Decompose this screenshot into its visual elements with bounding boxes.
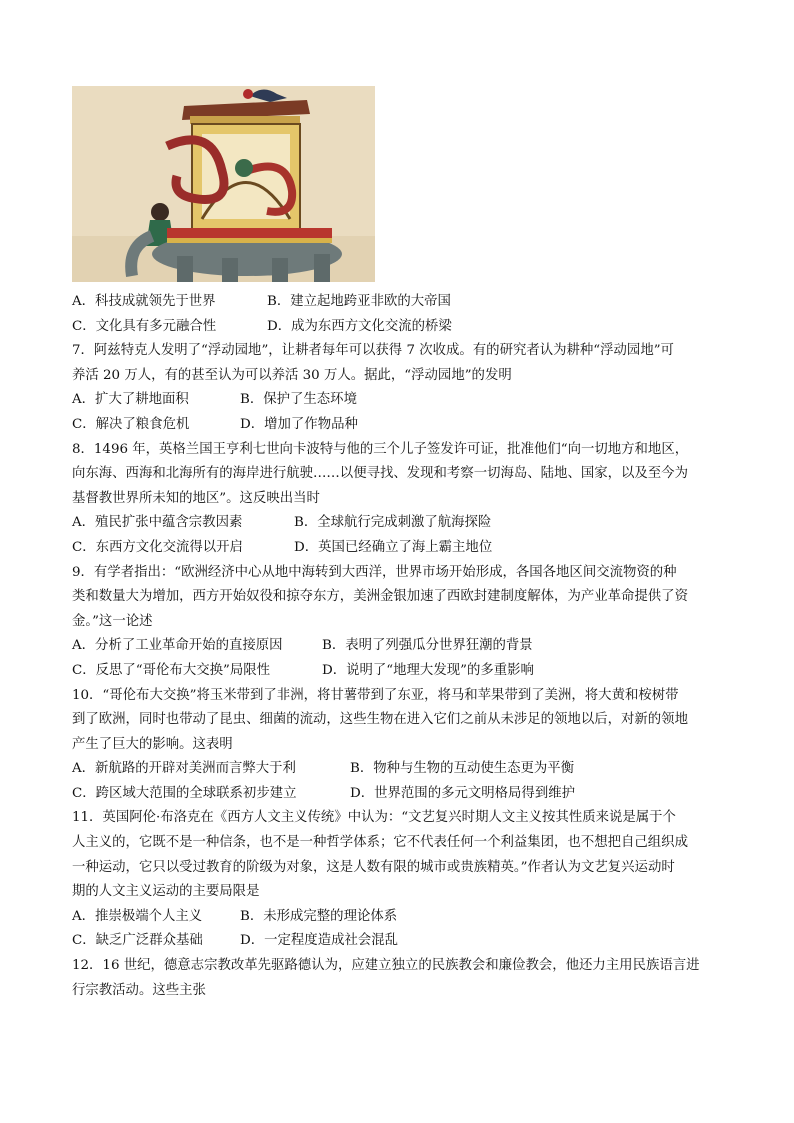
- q11-stem-line-2: 人主义的，它既不是一种信条，也不是一种哲学体系；它不代表任何一个利益集团，也不想把自己组织成: [72, 835, 688, 851]
- q9-stem-line-1: 9．有学者指出：“欧洲经济中心从地中海转到大西洋，世界市场开始形成，各国各地区间交流物资的种: [72, 564, 677, 580]
- q11-option-a: A．推崇极端个人主义: [72, 908, 203, 924]
- q12-stem-line-2: 行宗教活动。这些主张: [72, 982, 206, 998]
- q11-stem-line-4: 期的人文主义运动的主要局限是: [72, 884, 260, 900]
- q11-option-c: C．缺乏广泛群众基础: [72, 933, 203, 949]
- q7-options-row-2: [72, 413, 722, 438]
- q9-stem-line-2: 类和数量大为增加，西方开始奴役和掠夺东方，美洲金银加速了西欧封建制度解体，为产业革命提供了资: [72, 589, 688, 605]
- q6-options-row-2: [72, 315, 722, 340]
- q8-option-a: A．殖民扩张中蕴含宗教因素: [72, 515, 243, 531]
- q11-options-row-2: [72, 929, 722, 954]
- q8-option-c: C．东西方文化交流得以开启: [72, 539, 243, 555]
- q6-option-b: B．建立起地跨亚非欧的大帝国: [267, 294, 451, 309]
- q6-option-c: C．文化具有多元融合性: [72, 318, 217, 334]
- q10-options-row-1: [72, 757, 722, 782]
- q7-stem-line-2: 养活 20 万人，有的甚至认为可以养活 30 万人。据此，“浮动园地”的发明: [72, 367, 512, 383]
- q10-options-row-2: [72, 782, 722, 807]
- q11-stem-line-3: 一种运动，它只以受过教育的阶级为对象，这是人数有限的城市或贵族精英。”作者认为文艺复兴运动时: [72, 859, 675, 875]
- q10-stem-line-3: 产生了巨大的影响。这表明: [72, 736, 233, 752]
- q10-stem-line-1: 10．“哥伦布大交换”将玉米带到了非洲，将甘薯带到了东亚，将马和苹果带到了美洲，将大黄和桉树带: [72, 687, 679, 703]
- q8-options-row-1: [72, 511, 722, 536]
- q9-options-row-1: [72, 634, 722, 659]
- q9-stem-line-3: 金。”这一论述: [72, 613, 153, 629]
- q8-option-b: B．全球航行完成刺激了航海探险: [294, 515, 492, 531]
- elephant-clock-illustration: [72, 86, 375, 282]
- q11-options-row-1: [72, 905, 722, 930]
- q9-option-b: B．表明了列强瓜分世界狂潮的背景: [322, 638, 533, 654]
- q7-options-row-1: [72, 388, 722, 413]
- q8-stem-line-1: 8．1496 年，英格兰国王亨利七世向卡波特与他的三个儿子签发许可证，批准他们“向一切地方和地区，: [72, 441, 689, 457]
- q7-option-d: D．增加了作物品种: [240, 416, 358, 432]
- q12-stem-line-1: 12．16 世纪，德意志宗教改革先驱路德认为，应建立独立的民族教会和廉俭教会，他还力主用民族语言进: [72, 958, 700, 974]
- q8-option-d: D．英国已经确立了海上霸主地位: [294, 539, 493, 555]
- q10-option-b: B．物种与生物的互动使生态更为平衡: [350, 761, 575, 777]
- elephant-clock-illustration-icon: [72, 86, 375, 282]
- q6-options-row-1: [72, 290, 722, 315]
- q11-option-d: D．一定程度造成社会混乱: [240, 933, 399, 949]
- q9-option-a: A．分析了工业革命开始的直接原因: [72, 638, 283, 654]
- q7-option-b: B．保护了生态环境: [240, 392, 357, 408]
- q11-stem-line-1: 11．英国阿伦·布洛克在《西方人文主义传统》中认为：“文艺复兴时期人文主义按其性质来说是属于个: [72, 810, 676, 826]
- q8-options-row-2: [72, 536, 722, 561]
- q9-option-c: C．反思了“哥伦布大交换”局限性: [72, 662, 271, 678]
- q10-option-a: A．新航路的开辟对美洲而言弊大于利: [72, 761, 296, 777]
- q11-option-b: B．未形成完整的理论体系: [240, 908, 398, 924]
- exam-content: [72, 290, 722, 1003]
- q10-option-c: C．跨区域大范围的全球联系初步建立: [72, 785, 297, 801]
- q6-option-a: A．科技成就领先于世界: [72, 294, 216, 309]
- q10-stem-line-2: 到了欧洲，同时也带动了昆虫、细菌的流动，这些生物在进入它们之前从未涉足的领地以后，对新的领地: [72, 712, 688, 728]
- q8-stem-line-3: 基督教世界所未知的地区”。这反映出当时: [72, 490, 320, 506]
- q10-option-d: D．世界范围的多元文明格局得到维护: [350, 785, 575, 801]
- q9-option-d: D．说明了“地理大发现”的多重影响: [322, 662, 534, 678]
- q7-option-c: C．解决了粮食危机: [72, 416, 190, 432]
- q7-option-a: A．扩大了耕地面积: [72, 392, 189, 408]
- q8-stem-line-2: 向东海、西海和北海所有的海岸进行航驶……以便寻找、发现和考察一切海岛、陆地、国家，以及至今为: [72, 466, 688, 482]
- q7-stem-line-1: 7．阿兹特克人发明了“浮动园地”，让耕者每年可以获得 7 次收成。有的研究者认为耕种“浮动园地”可: [72, 343, 674, 359]
- q9-options-row-2: [72, 659, 722, 684]
- q6-option-d: D．成为东西方文化交流的桥梁: [267, 318, 452, 334]
